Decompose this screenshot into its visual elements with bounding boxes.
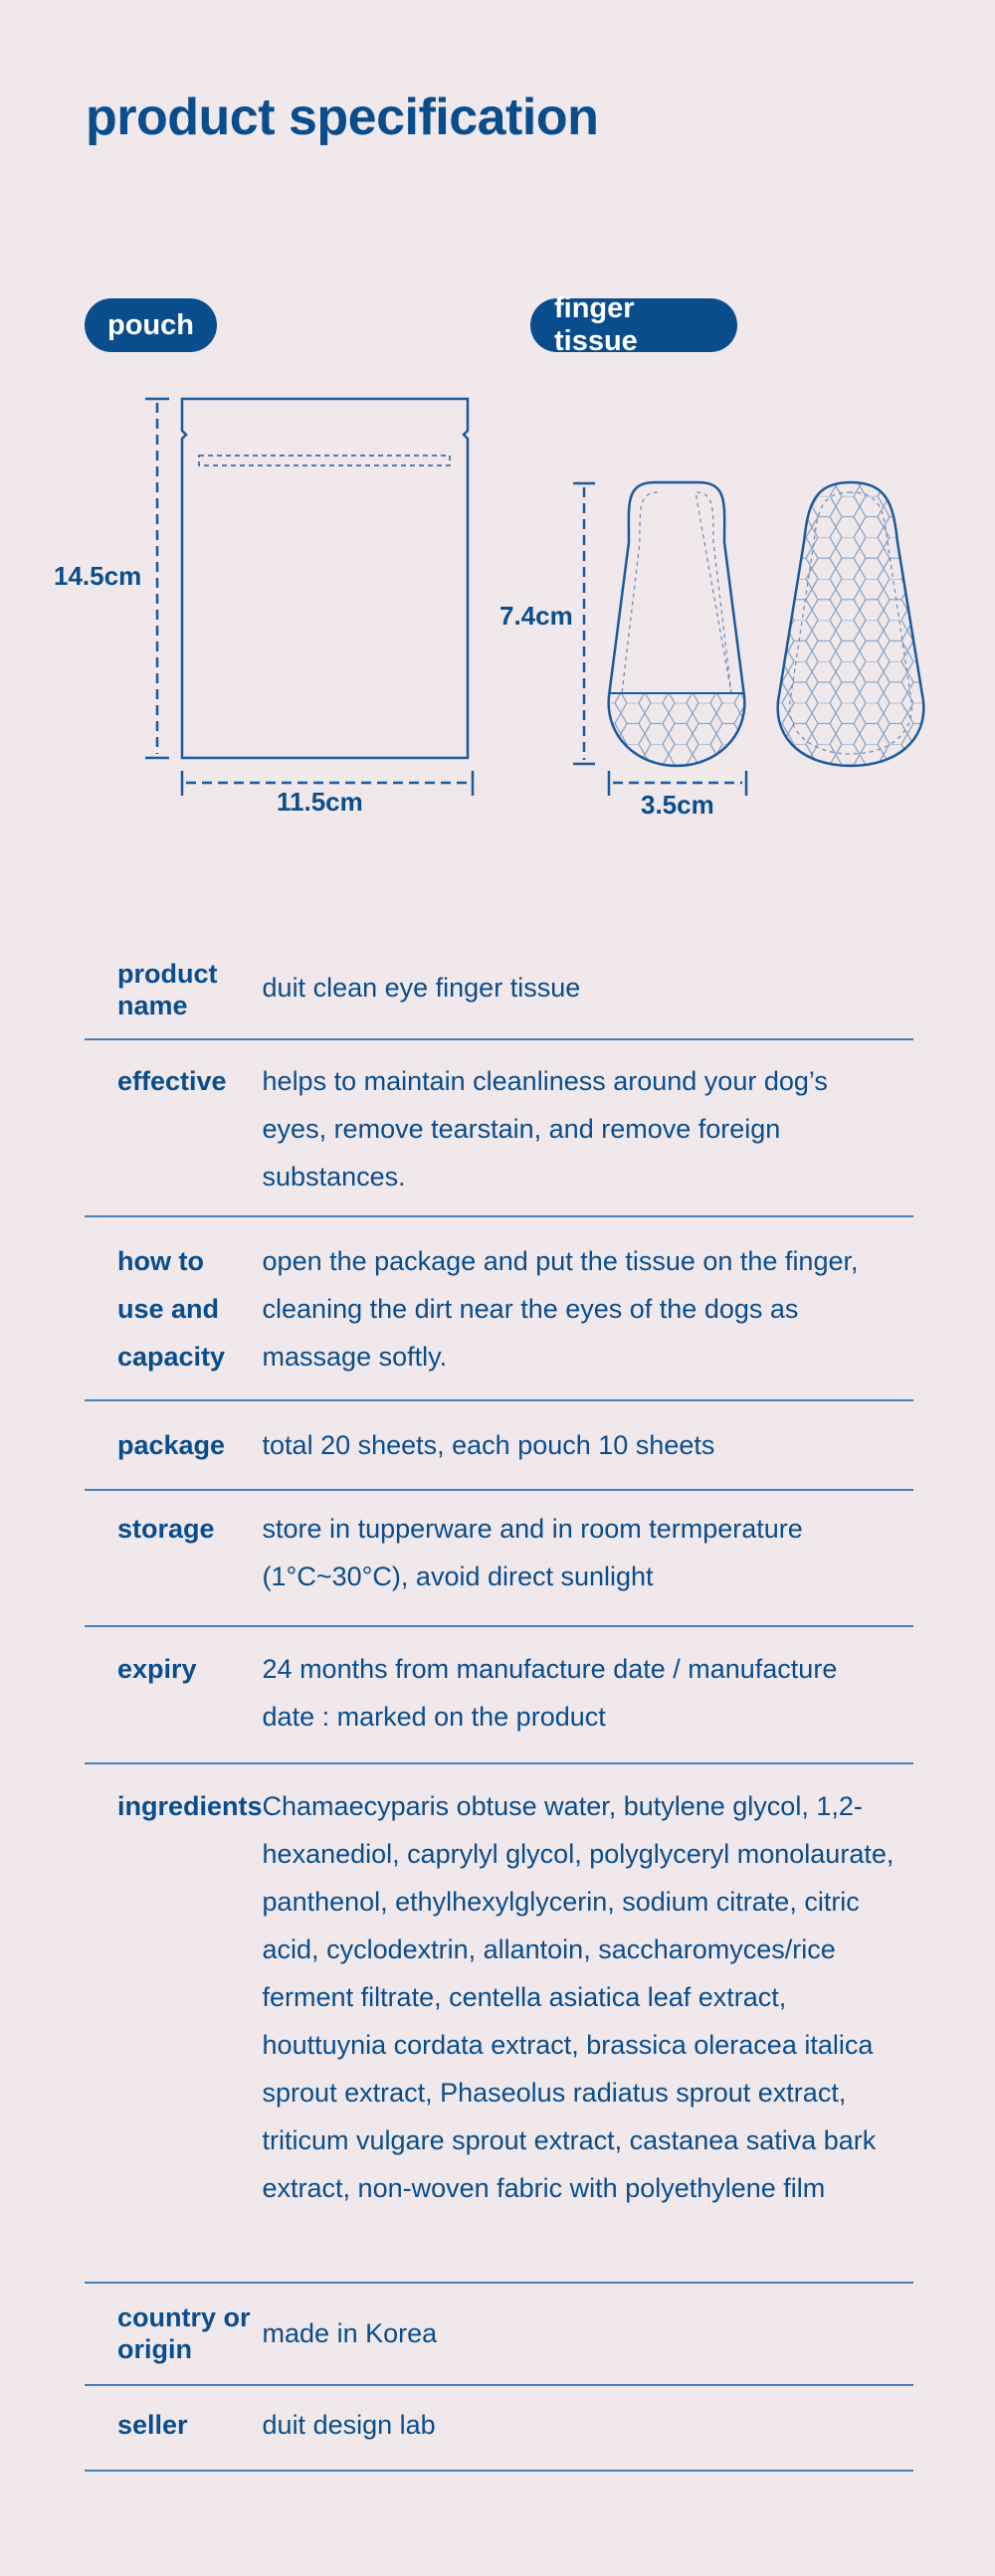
- spec-row-expiry: [85, 1626, 913, 1763]
- spec-value: Chamaecyparis obtuse water, butylene glycol, 1,2-hexanediol, caprylyl glycol, polyglyceryl monolaurate, panthenol, ethylhexylglycerin, sodium citrate, citric acid, cyclodextrin, allantoin, saccharomyces/rice ferment filtrate, centella asiatica leaf extract, houttuynia cordata extract, brassica oleracea italica sprout extract, Phaseolus radiatus sprout extract, triticum vulgare sprout extract, castanea sativa bark extract, non-woven fabric with polyethylene film: [262, 1791, 895, 2203]
- spec-label: effective: [117, 1066, 227, 1096]
- finger-tissue-back: [771, 477, 930, 776]
- pouch-badge: pouch: [85, 298, 217, 352]
- spec-value: total 20 sheets, each pouch 10 sheets: [262, 1430, 715, 1460]
- pouch-width-label: 11.5cm: [277, 787, 363, 817]
- spec-label: expiry: [117, 1654, 197, 1684]
- spec-label: how to use and capacity: [117, 1246, 226, 1372]
- finger-tissue-front: [597, 482, 756, 773]
- spec-row-how-to-use: [85, 1216, 913, 1400]
- spec-row-effective: [85, 1039, 913, 1216]
- spec-row-product-name: [85, 925, 913, 1039]
- spec-label: country or origin: [117, 2302, 251, 2364]
- tissue-height-dimension: [573, 483, 595, 764]
- tissue-width-label: 3.5cm: [641, 790, 714, 820]
- spec-value: duit design lab: [262, 2410, 436, 2440]
- spec-row-seller: [85, 2385, 913, 2471]
- spec-value: 24 months from manufacture date / manufacture date : marked on the product: [262, 1654, 838, 1732]
- spec-row-ingredients: [85, 1763, 913, 2283]
- spec-label: product name: [117, 959, 218, 1020]
- spec-table: [85, 925, 913, 2472]
- spec-label: seller: [117, 2410, 188, 2440]
- spec-value: made in Korea: [262, 2318, 438, 2348]
- spec-label: ingredients: [117, 1791, 263, 1821]
- product-illustration: [0, 0, 995, 875]
- pouch-outline: [182, 399, 468, 758]
- spec-value: open the package and put the tissue on the finger, cleaning the dirt near the eyes of the dogs as massage softly.: [262, 1246, 859, 1372]
- spec-row-package: [85, 1400, 913, 1490]
- pouch-height-dimension: [145, 399, 169, 758]
- spec-label: package: [117, 1430, 226, 1460]
- page-title: product specification: [86, 89, 599, 146]
- spec-value: duit clean eye finger tissue: [262, 973, 581, 1003]
- spec-value: store in tupperware and in room termperature (1°C~30°C), avoid direct sunlight: [262, 1514, 803, 1591]
- tissue-height-label: 7.4cm: [499, 601, 573, 631]
- spec-value: helps to maintain cleanliness around your dog’s eyes, remove tearstain, and remove foreign substances.: [262, 1066, 828, 1192]
- spec-row-country: [85, 2283, 913, 2385]
- finger-tissue-badge: finger tissue: [530, 298, 737, 352]
- spec-label: storage: [117, 1514, 215, 1544]
- pouch-height-label: 14.5cm: [54, 561, 142, 591]
- spec-row-storage: [85, 1490, 913, 1626]
